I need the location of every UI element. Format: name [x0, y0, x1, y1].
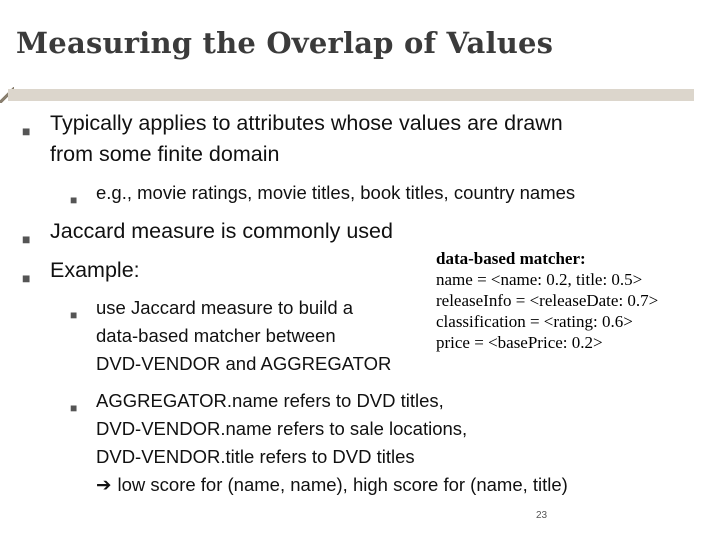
sub-bullet-item [70, 179, 575, 214]
square-bullet-icon: ■ [70, 401, 78, 415]
page-title: Measuring the Overlap of Values [16, 26, 554, 60]
data-based-matcher-box [436, 248, 658, 353]
sub-bullet-text: data-based matcher between [96, 325, 336, 346]
sub-bullet-text: DVD-VENDOR.name refers to sale locations, [96, 418, 468, 439]
bullet-item [22, 216, 393, 255]
sub-bullet-text: DVD-VENDOR and AGGREGATOR [96, 353, 392, 374]
bullet-text: Example: [50, 258, 140, 282]
sub-bullet-text: e.g., movie ratings, movie titles, book titles, country names [96, 182, 576, 203]
matcher-heading: data-based matcher: [436, 249, 586, 268]
square-bullet-icon: ■ [70, 193, 78, 207]
title-divider-bar [8, 89, 694, 101]
bullet-text: from some finite domain [50, 142, 280, 166]
matcher-line: name = <name: 0.2, title: 0.5> [436, 270, 643, 289]
sub-bullet-item [70, 294, 391, 378]
page-number: 23 [536, 510, 548, 521]
sub-bullet-text: use Jaccard measure to build a [96, 297, 354, 318]
sub-bullet-text: AGGREGATOR.name refers to DVD titles, [96, 390, 444, 411]
conclusion-text: low score for (name, name), high score for (name, title) [117, 474, 568, 495]
matcher-line: price = <basePrice: 0.2> [436, 333, 603, 352]
conclusion-line [96, 471, 568, 499]
sub-bullet-text: DVD-VENDOR.title refers to DVD titles [96, 446, 415, 467]
bullet-item [22, 108, 563, 170]
square-bullet-icon: ■ [22, 270, 31, 286]
matcher-line: releaseInfo = <releaseDate: 0.7> [436, 291, 659, 310]
square-bullet-icon: ■ [22, 231, 31, 247]
bullet-text: Typically applies to attributes whose values are drawn [50, 111, 563, 135]
matcher-line: classification = <rating: 0.6> [436, 312, 633, 331]
square-bullet-icon: ■ [22, 123, 31, 139]
bullet-text: Jaccard measure is commonly used [50, 219, 393, 243]
square-bullet-icon: ■ [70, 308, 78, 322]
bullet-item [22, 255, 140, 294]
sub-bullet-item [70, 387, 568, 499]
right-arrow-icon: ➔ [96, 474, 112, 495]
